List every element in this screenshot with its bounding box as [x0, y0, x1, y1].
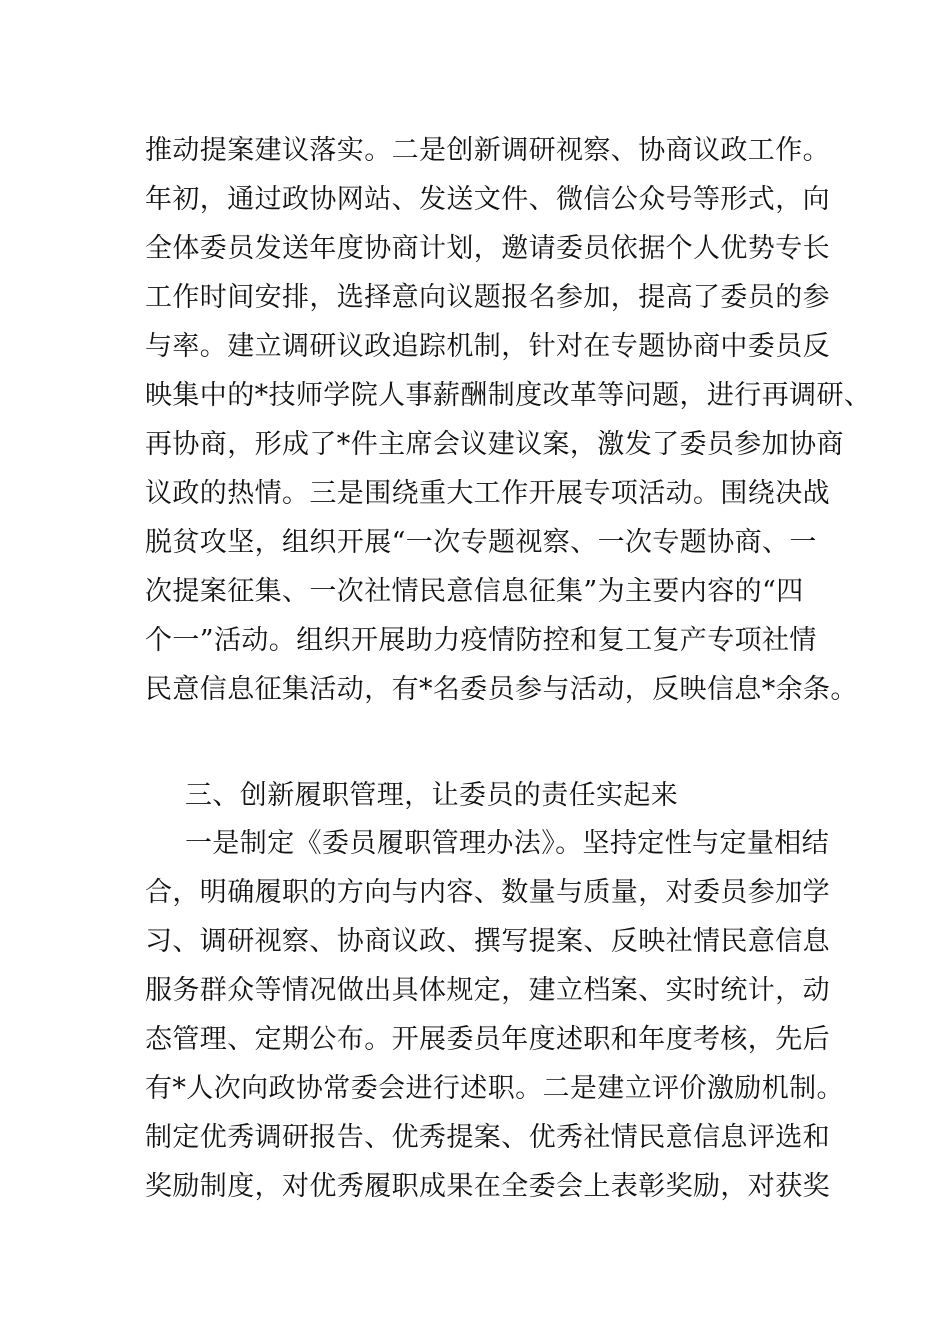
paragraph-1-line-2: 年初，通过政协网站、发送文件、微信公众号等形式，向 — [145, 184, 830, 215]
paragraph-1-line-4: 工作时间安排，选择意向议题报名参加，提高了委员的参 — [145, 282, 830, 313]
paragraph-1-line-3: 全体委员发送年度协商计划，邀请委员依据个人优势专长 — [145, 233, 830, 264]
paragraph-1-line-10: 次提案征集、一次社情民意信息征集”为主要内容的“四 — [145, 576, 804, 607]
paragraph-1-line-9: 脱贫攻坚，组织开展“一次专题视察、一次专题协商、一 — [145, 527, 817, 558]
paragraph-2-line-6: 有*人次向政协常委会进行述职。二是建立评价激励机制。 — [145, 1073, 844, 1104]
paragraph-1-line-12: 民意信息征集活动，有*名委员参与活动，反映信息*余条。 — [145, 674, 858, 705]
section-heading: 三、创新履职管理，让委员的责任实起来 — [185, 780, 679, 811]
paragraph-2-line-1: 一是制定《委员履职管理办法》。坚持定性与定量相结 — [185, 828, 830, 859]
paragraph-2-line-4: 服务群众等情况做出具体规定，建立档案、实时统计，动 — [145, 975, 830, 1006]
paragraph-2-line-8: 奖励制度，对优秀履职成果在全委会上表彰奖励，对获奖 — [145, 1171, 830, 1202]
paragraph-1-line-7: 再协商，形成了*件主席会议建议案，激发了委员参加协商 — [145, 429, 844, 460]
paragraph-1-line-11: 个一”活动。组织开展助力疫情防控和复工复产专项社情 — [145, 625, 817, 656]
paragraph-2-line-7: 制定优秀调研报告、优秀提案、优秀社情民意信息评选和 — [145, 1122, 830, 1153]
paragraph-2-line-5: 态管理、定期公布。开展委员年度述职和年度考核，先后 — [145, 1024, 830, 1055]
paragraph-2-line-2: 合，明确履职的方向与内容、数量与质量，对委员参加学 — [145, 877, 830, 908]
paragraph-2-line-3: 习、调研视察、协商议政、撰写提案、反映社情民意信息 — [145, 926, 830, 957]
paragraph-1-line-6: 映集中的*技师学院人事薪酬制度改革等问题，进行再调研、 — [145, 380, 872, 411]
paragraph-1-line-8: 议政的热情。三是围绕重大工作开展专项活动。围绕决战 — [145, 478, 830, 509]
paragraph-1-line-1: 推动提案建议落实。二是创新调研视察、协商议政工作。 — [145, 135, 830, 166]
paragraph-1-line-5: 与率。建立调研议政追踪机制，针对在专题协商中委员反 — [145, 331, 830, 362]
